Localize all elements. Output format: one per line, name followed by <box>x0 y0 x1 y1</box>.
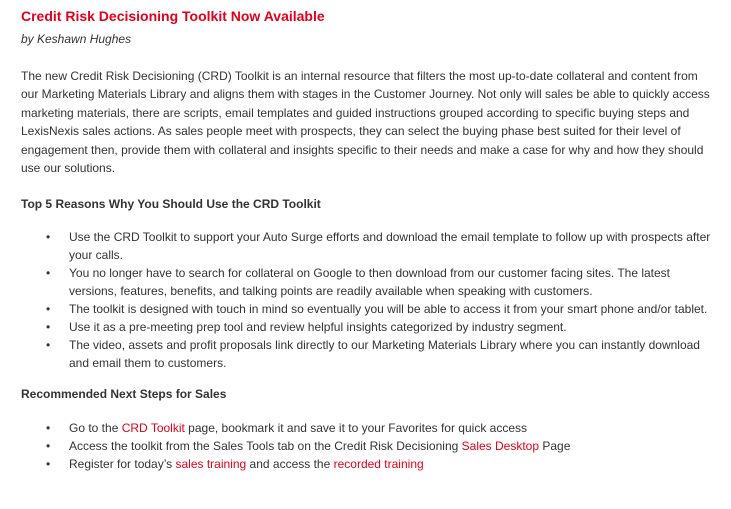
list-item-text-mid: and access the <box>246 457 334 472</box>
list-item <box>21 300 711 318</box>
list-item <box>21 455 711 473</box>
bullet-icon: • <box>46 230 51 245</box>
bullet-icon: • <box>46 338 51 353</box>
list-item <box>21 336 711 372</box>
sales-training-link[interactable]: sales training <box>175 457 247 472</box>
list-item <box>21 264 711 300</box>
list-item-text-pre: Register for today’s <box>69 457 176 472</box>
article-title: Credit Risk Decisioning Toolkit Now Available <box>21 8 325 24</box>
list-item <box>21 419 711 437</box>
list-item-text-post: page, bookmark it and save it to your Favorites for quick access <box>184 421 528 436</box>
reasons-heading: Top 5 Reasons Why You Should Use the CRD Toolkit <box>21 197 321 212</box>
reasons-list <box>21 228 711 372</box>
article-intro: The new Credit Risk Decisioning (CRD) Toolkit is an internal resource that filters the most up-to-date collateral and content from our Marketing Materials Library and aligns them with stages in the Customer Journey. Not only will sales be able to quickly access marketing materials, there are scripts, email templates and guided instructions grouped according to specific buying steps and LexisNexis sales actions. As sales people meet with prospects, they can select the buying phase best suited for their level of engagement then, provide them with collateral and insights specific to their needs and make a case for why and how they should use our solutions. <box>21 69 710 176</box>
next-steps-list <box>21 419 711 473</box>
recorded-training-link[interactable]: recorded training <box>333 457 424 472</box>
list-item-text: Use the CRD Toolkit to support your Auto Surge efforts and download the email template to follow up with prospects after your calls. <box>69 230 711 263</box>
next-steps-heading: Recommended Next Steps for Sales <box>21 387 227 402</box>
bullet-icon: • <box>46 320 51 335</box>
list-item-text: Use it as a pre-meeting prep tool and review helpful insights categorized by industry segment. <box>69 320 567 335</box>
list-item-text-post: Page <box>539 439 571 454</box>
list-item <box>21 318 711 336</box>
list-item <box>21 228 711 264</box>
list-item-text-pre: Access the toolkit from the Sales Tools tab on the Credit Risk Decisioning <box>69 439 462 454</box>
article-byline: by Keshawn Hughes <box>21 32 132 46</box>
bullet-icon: • <box>46 457 51 472</box>
list-item-text: The video, assets and profit proposals link directly to our Marketing Materials Library where you can instantly download and email them to customers. <box>69 338 700 371</box>
sales-desktop-link[interactable]: Sales Desktop <box>461 439 540 454</box>
bullet-icon: • <box>46 421 51 436</box>
crd-toolkit-link[interactable]: CRD Toolkit <box>121 421 185 436</box>
bullet-icon: • <box>46 439 51 454</box>
list-item-text-pre: Go to the <box>69 421 122 436</box>
bullet-icon: • <box>46 266 51 281</box>
list-item <box>21 437 711 455</box>
bullet-icon: • <box>46 302 51 317</box>
list-item-text: The toolkit is designed with touch in mind so eventually you will be able to access it from your smart phone and/or tablet. <box>69 302 708 317</box>
list-item-text: You no longer have to search for collateral on Google to then download from our customer facing sites. The latest versions, features, benefits, and talking points are readily available when speaking with customers. <box>69 266 671 299</box>
